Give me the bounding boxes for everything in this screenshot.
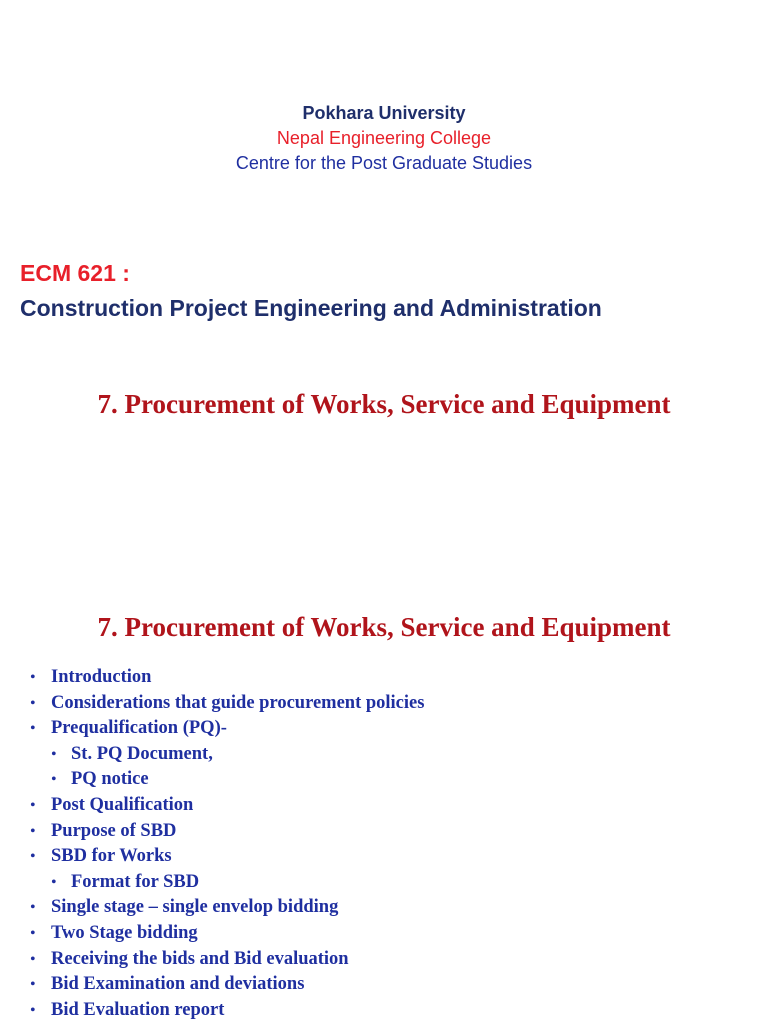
bullet-icon: • bbox=[30, 796, 36, 814]
centre-name: Centre for the Post Graduate Studies bbox=[235, 153, 533, 173]
bullet-icon: • bbox=[30, 848, 36, 866]
topic-item bbox=[30, 870, 424, 896]
topic-label: Introduction bbox=[51, 667, 152, 687]
bullet-icon: • bbox=[30, 899, 36, 917]
contents-slide bbox=[0, 512, 768, 1024]
topic-label: Bid Evaluation report bbox=[51, 999, 225, 1020]
topic-list bbox=[30, 665, 424, 1023]
topic-item bbox=[30, 716, 424, 742]
topic-item bbox=[30, 665, 424, 691]
bullet-icon: • bbox=[30, 822, 36, 840]
bullet-icon: • bbox=[51, 745, 57, 763]
topic-label: Two Stage bidding bbox=[51, 922, 198, 943]
topic-item bbox=[30, 767, 424, 793]
university-name: Pokhara University bbox=[302, 103, 466, 123]
bullet-icon: • bbox=[30, 924, 36, 942]
topic-item bbox=[30, 921, 424, 947]
bullet-icon: • bbox=[30, 694, 36, 712]
bullet-icon: • bbox=[30, 976, 36, 994]
topic-item bbox=[30, 819, 424, 845]
bullet-icon: • bbox=[30, 1001, 36, 1019]
contents-chapter-title: 7. Procurement of Works, Service and Equipment bbox=[97, 612, 671, 642]
college-name: Nepal Engineering College bbox=[276, 128, 492, 148]
topic-label: Purpose of SBD bbox=[51, 820, 177, 841]
topic-item bbox=[30, 691, 424, 717]
topic-item bbox=[30, 947, 424, 973]
institution-block bbox=[0, 101, 768, 175]
topic-label: Single stage – single envelop bidding bbox=[51, 897, 339, 918]
topic-item bbox=[30, 895, 424, 921]
topic-item bbox=[30, 972, 424, 998]
bullet-icon: • bbox=[30, 720, 36, 738]
bullet-icon: • bbox=[30, 669, 36, 686]
topic-item bbox=[30, 844, 424, 870]
topic-item bbox=[30, 793, 424, 819]
bullet-icon: • bbox=[30, 950, 36, 968]
topic-label: Bid Examination and deviations bbox=[51, 974, 305, 995]
topic-label: Prequalification (PQ)- bbox=[51, 718, 227, 739]
bullet-icon: • bbox=[51, 771, 57, 789]
topic-label: Considerations that guide procurement policies bbox=[51, 692, 425, 713]
chapter-title: 7. Procurement of Works, Service and Equipment bbox=[97, 389, 671, 419]
course-code: ECM 621 : bbox=[20, 260, 130, 286]
topic-label: Receiving the bids and Bid evaluation bbox=[51, 948, 349, 969]
topic-item bbox=[30, 998, 424, 1024]
topic-label: PQ notice bbox=[71, 769, 149, 790]
topic-label: St. PQ Document, bbox=[71, 743, 213, 764]
topic-label: Post Qualification bbox=[51, 794, 194, 815]
topic-label: SBD for Works bbox=[51, 846, 172, 867]
topic-label: Format for SBD bbox=[71, 871, 200, 892]
topic-item bbox=[30, 742, 424, 768]
course-title: Construction Project Engineering and Administration bbox=[20, 295, 602, 321]
bullet-icon: • bbox=[51, 873, 57, 891]
